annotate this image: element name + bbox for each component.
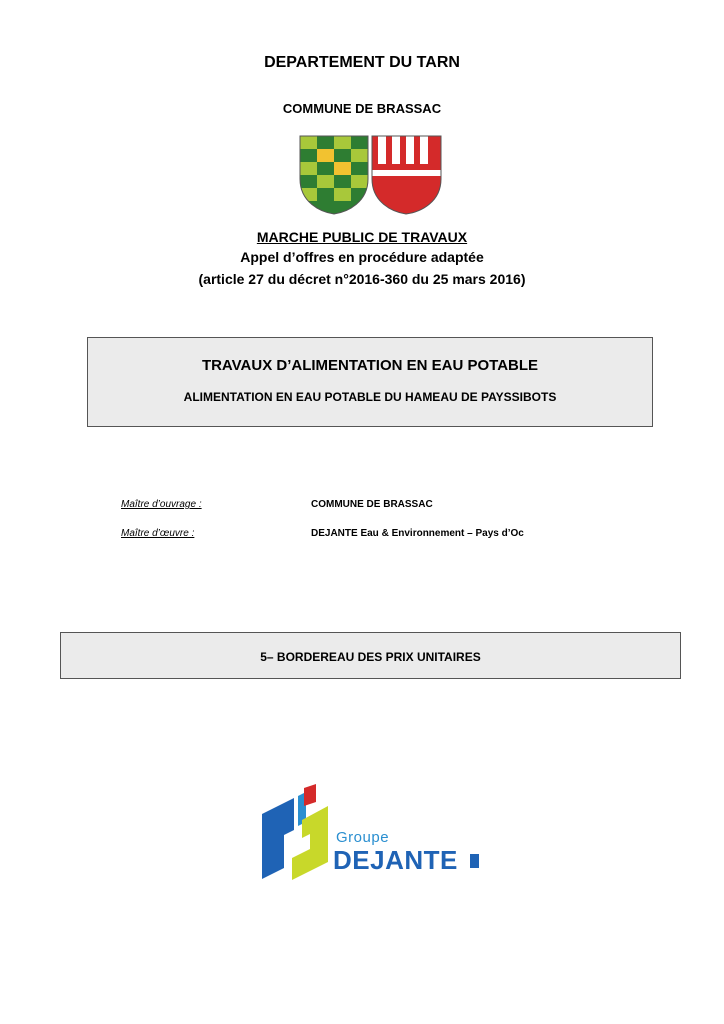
market-title: MARCHE PUBLIC DE TRAVAUX bbox=[256, 229, 468, 245]
commune-title: COMMUNE DE BRASSAC bbox=[282, 101, 442, 116]
department-title: DEPARTEMENT DU TARN bbox=[264, 54, 460, 71]
document-title: 5– BORDEREAU DES PRIX UNITAIRES bbox=[260, 650, 481, 664]
logo-groupe-text: Groupe bbox=[336, 829, 390, 846]
left-crest-icon bbox=[298, 134, 370, 216]
project-box bbox=[87, 337, 653, 427]
owner-label: Maître d’ouvrage : bbox=[121, 499, 202, 510]
project-subtitle: ALIMENTATION EN EAU POTABLE DU HAMEAU DE PAYSSIBOTS bbox=[183, 390, 557, 404]
document-title-box bbox=[60, 632, 681, 679]
coat-of-arms bbox=[298, 134, 444, 216]
logo-name-text: DEJANTE bbox=[333, 845, 458, 875]
decree-reference: (article 27 du décret n°2016-360 du 25 mars 2016) bbox=[198, 271, 526, 287]
procedure-line: Appel d’offres en procédure adaptée bbox=[240, 249, 484, 265]
right-crest-icon bbox=[370, 134, 444, 216]
project-title: TRAVAUX D’ALIMENTATION EN EAU POTABLE bbox=[201, 357, 539, 374]
contractor-value: DEJANTE Eau & Environnement – Pays d’Oc bbox=[311, 528, 524, 539]
contractor-label: Maître d’œuvre : bbox=[121, 528, 195, 539]
owner-value: COMMUNE DE BRASSAC bbox=[311, 499, 433, 510]
